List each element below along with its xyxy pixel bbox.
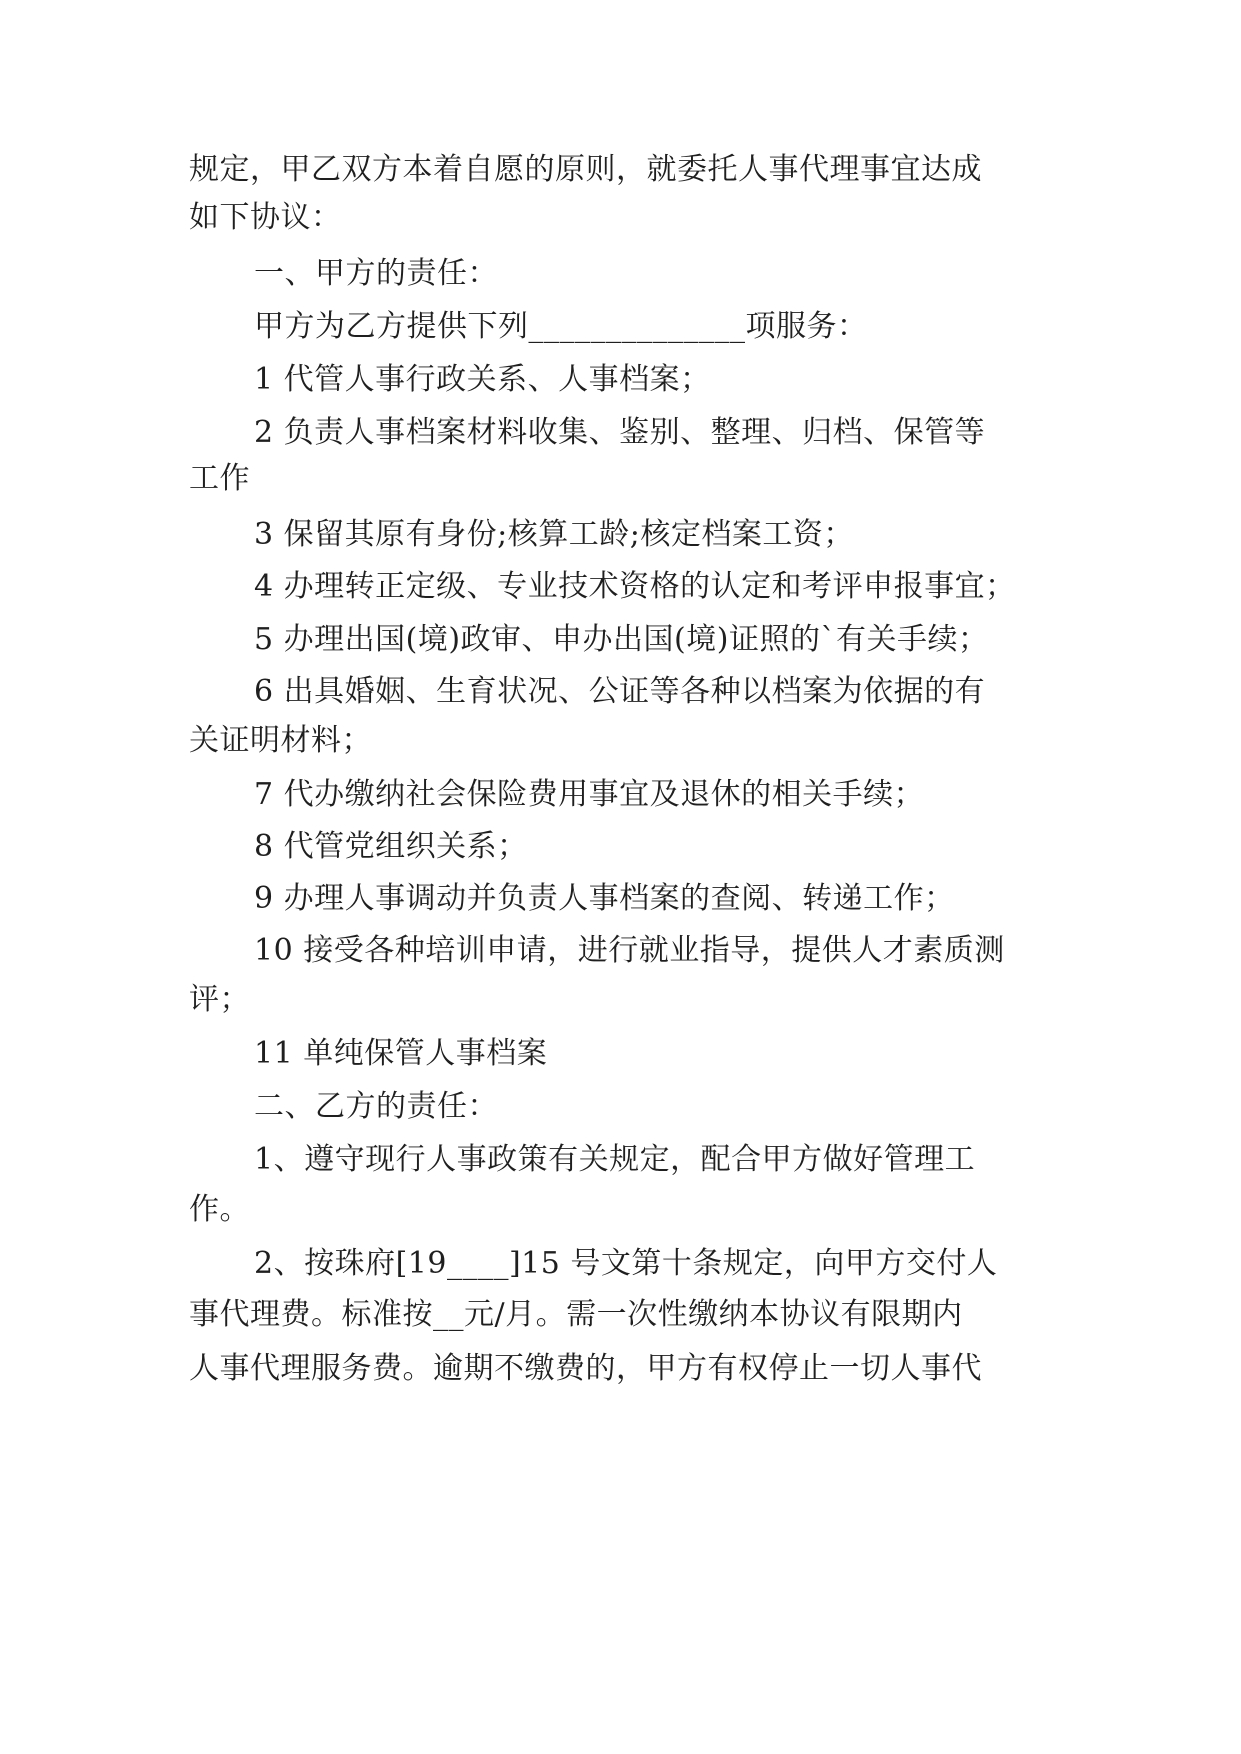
list-item-continuation: 工作 (189, 461, 250, 496)
list-item: 3 保留其原有身份;核算工龄;核定档案工资； (254, 517, 854, 552)
section-heading: 一、甲方的责任： (254, 256, 498, 291)
list-item: 8 代管党组织关系； (254, 829, 528, 864)
list-item: 7 代办缴纳社会保险费用事宜及退休的相关手续； (254, 777, 925, 812)
list-item-continuation: 人事代理服务费。逾期不缴费的，甲方有权停止一切人事代 (189, 1351, 982, 1386)
list-item: 10 接受各种培训申请，进行就业指导，提供人才素质测 (254, 933, 1005, 968)
list-item-continuation: 关证明材料； (189, 723, 372, 758)
text-line: 如下协议： (189, 200, 342, 235)
list-item-continuation: 事代理费。标准按__元/月。需一次性缴纳本协议有限期内 (189, 1297, 963, 1332)
list-item: 2、按珠府[19____]15 号文第十条规定，向甲方交付人 (254, 1246, 998, 1281)
list-item: 6 出具婚姻、生育状况、公证等各种以档案为依据的有 (254, 674, 986, 709)
text-line: 规定，甲乙双方本着自愿的原则，就委托人事代理事宜达成 (189, 152, 982, 187)
list-item: 11 单纯保管人事档案 (254, 1036, 548, 1071)
list-item: 1、遵守现行人事政策有关规定，配合甲方做好管理工 (254, 1142, 976, 1177)
section-heading: 二、乙方的责任： (254, 1089, 498, 1124)
list-item: 4 办理转正定级、专业技术资格的认定和考评申报事宜； (254, 569, 1016, 604)
list-item: 9 办理人事调动并负责人事档案的查阅、转递工作； (254, 881, 955, 916)
list-item-continuation: 作。 (189, 1192, 250, 1227)
list-item: 5 办理出国(境)政审、申办出国(境)证照的`有关手续； (254, 622, 989, 657)
list-item: 1 代管人事行政关系、人事档案； (254, 362, 711, 397)
list-item-continuation: 评； (189, 982, 250, 1017)
text-line: 甲方为乙方提供下列______________项服务： (254, 309, 868, 344)
list-item: 2 负责人事档案材料收集、鉴别、整理、归档、保管等 (254, 415, 986, 450)
